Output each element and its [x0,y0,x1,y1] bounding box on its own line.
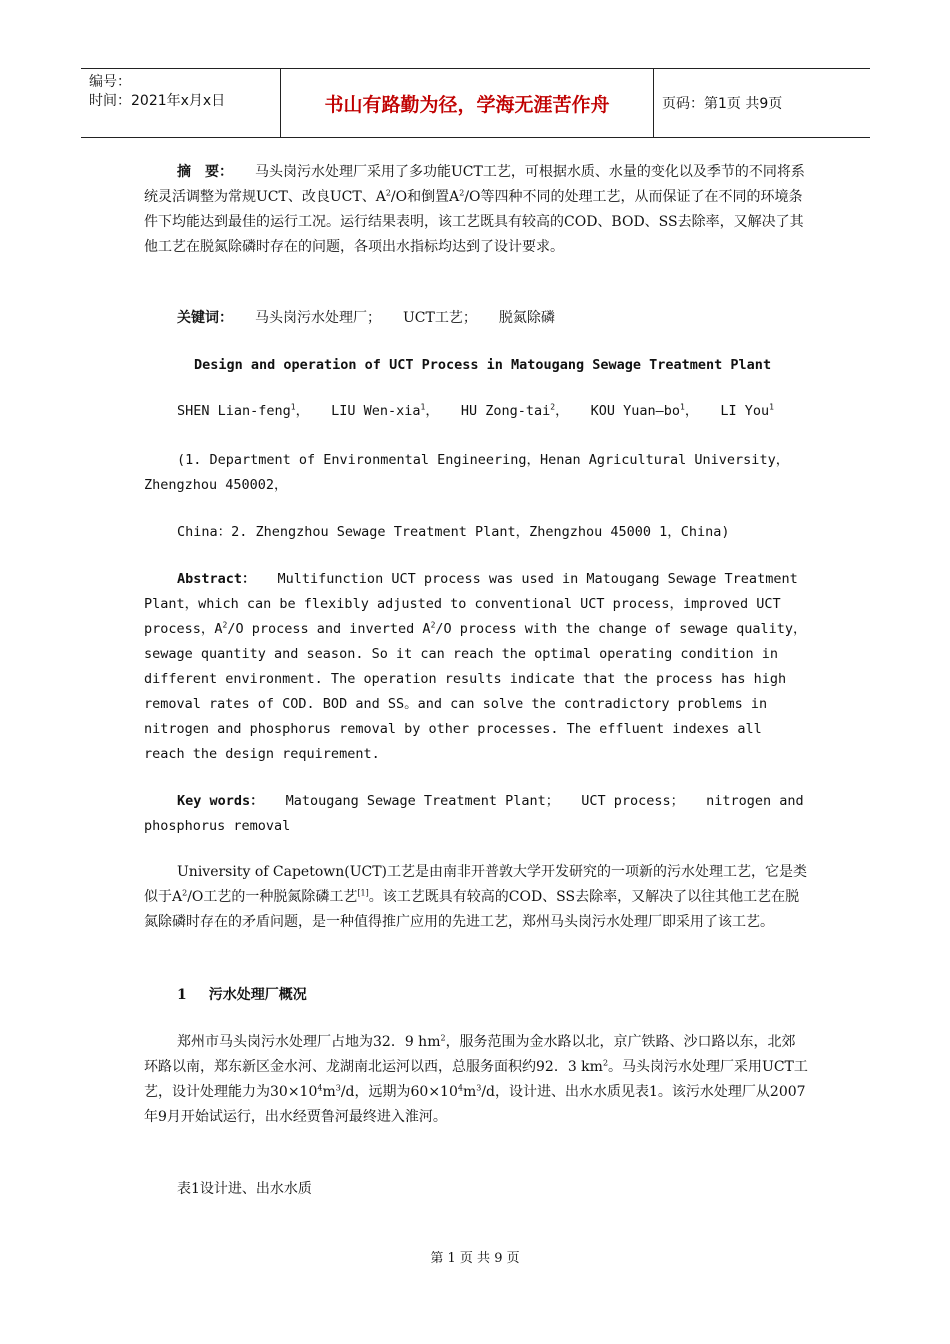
english-keywords: Key words： Matougang Sewage Treatment Plant； UCT process； nitrogen and phosphorus removal [144,793,804,834]
chinese-abstract-label: 摘 要： [177,164,233,180]
intro-paragraph: University of Capetown(UCT)工艺是由南非开普敦大学开发研究的一项新的污水处理工艺，它是类似于$A^2/O$工艺的一种脱氮除磷工艺[1]。该工艺既具有较高的COD、SS去除率，又解决了以往其他工艺在脱氮除磷时存在的矛盾问题，是一种值得推广应用的先进工艺，郑州马头岗污水处理厂即采用了该工艺。 [144,864,808,930]
author-list: SHEN Lian-feng$^1$， LIU Wen-xia$^1$， HU Zong-tai$^2$， KOU $Yuan—bo^1$， LI You$^1$ [177,402,774,419]
document-date-label: 时间：2021年x月x日 [89,93,226,109]
english-abstract: Abstract： Multifunction UCT process was used in Matougang Sewage Treatment Plant，which can be flexibly adjusted to conventional UCT process，improved UCT process，$A^2/O$ process and inverted $A^2/O$ process with the change of sewage quality，sewage quantity and season. So it can reach the optimal operating condition in different environment. The operation results indicate that the process has high removal rates of COD. BOD and SS。and can solve the contradictory problems in nitrogen and phosphorus removal by other processes. The effluent indexes all reach the design requirement. [144,571,807,762]
chinese-keywords: 关键词： 马头岗污水处理厂； UCT工艺； 脱氮除磷 [177,310,555,326]
affiliation-line-2: China：2. Zhengzhou Sewage Treatment Plant，Zhengzhou 45000 1，China) [177,524,730,540]
affiliation-line-1: (1. Department of Environmental Engineering，Henan Agricultural University，Zhengzhou 450002， [144,452,790,493]
page-header [81,68,870,138]
header-meta [81,69,281,137]
section-paragraph: 郑州市马头岗污水处理厂占地为32．9 $hm^2$，服务范围为金水路以北，京广铁路、沙口路以东，北郊环路以南，郑东新区金水河、龙湖南北运河以西，总服务面积约92．3 $km^2$。马头岗污水处理厂采用UCT工艺，设计处理能力为$30\times 10^4m^3/d$，远期为$60\times 10^4m^3/d$，设计进、出水水质见表1。该污水处理厂从2007年9月开始试运行，出水经贾鲁河最终进入淮河。 [144,1033,808,1125]
header-motto: 书山有路勤为径，学海无涯苦作舟 [281,69,654,137]
chinese-abstract: 摘 要： 马头岗污水处理厂采用了多功能UCT工艺，可根据水质、水量的变化以及季节的不同将系统灵活调整为常规UCT、改良UCT、$A^2/O$和倒置$A^2/O$等四种不同的处理工艺，从而保证了在不同的环境条件下均能达到最佳的运行工况。运行结果表明，该工艺既具有较高的COD、BOD、SS去除率，又解决了其他工艺在脱氮除磷时存在的问题，各项出水指标均达到了设计要求。 [144,164,805,255]
section-heading [144,983,808,1008]
section-number: 1 [177,987,187,1003]
english-keywords-label: Key words： [177,793,264,809]
english-abstract-label: Abstract： [177,571,256,587]
section-title: 污水处理厂概况 [208,987,307,1003]
chinese-keywords-label: 关键词： [177,310,233,326]
page-footer: 第 1 页 共 9 页 [430,1251,520,1266]
document-number-label: 编号： [89,74,131,90]
english-title: Design and operation of UCT Process in Matougang Sewage Treatment Plant [194,357,772,373]
table-caption: 表1设计进、出水水质 [177,1181,312,1197]
citation-ref: [1] [357,888,369,898]
header-page-label: 页码：第1页 共9页 [662,96,783,112]
